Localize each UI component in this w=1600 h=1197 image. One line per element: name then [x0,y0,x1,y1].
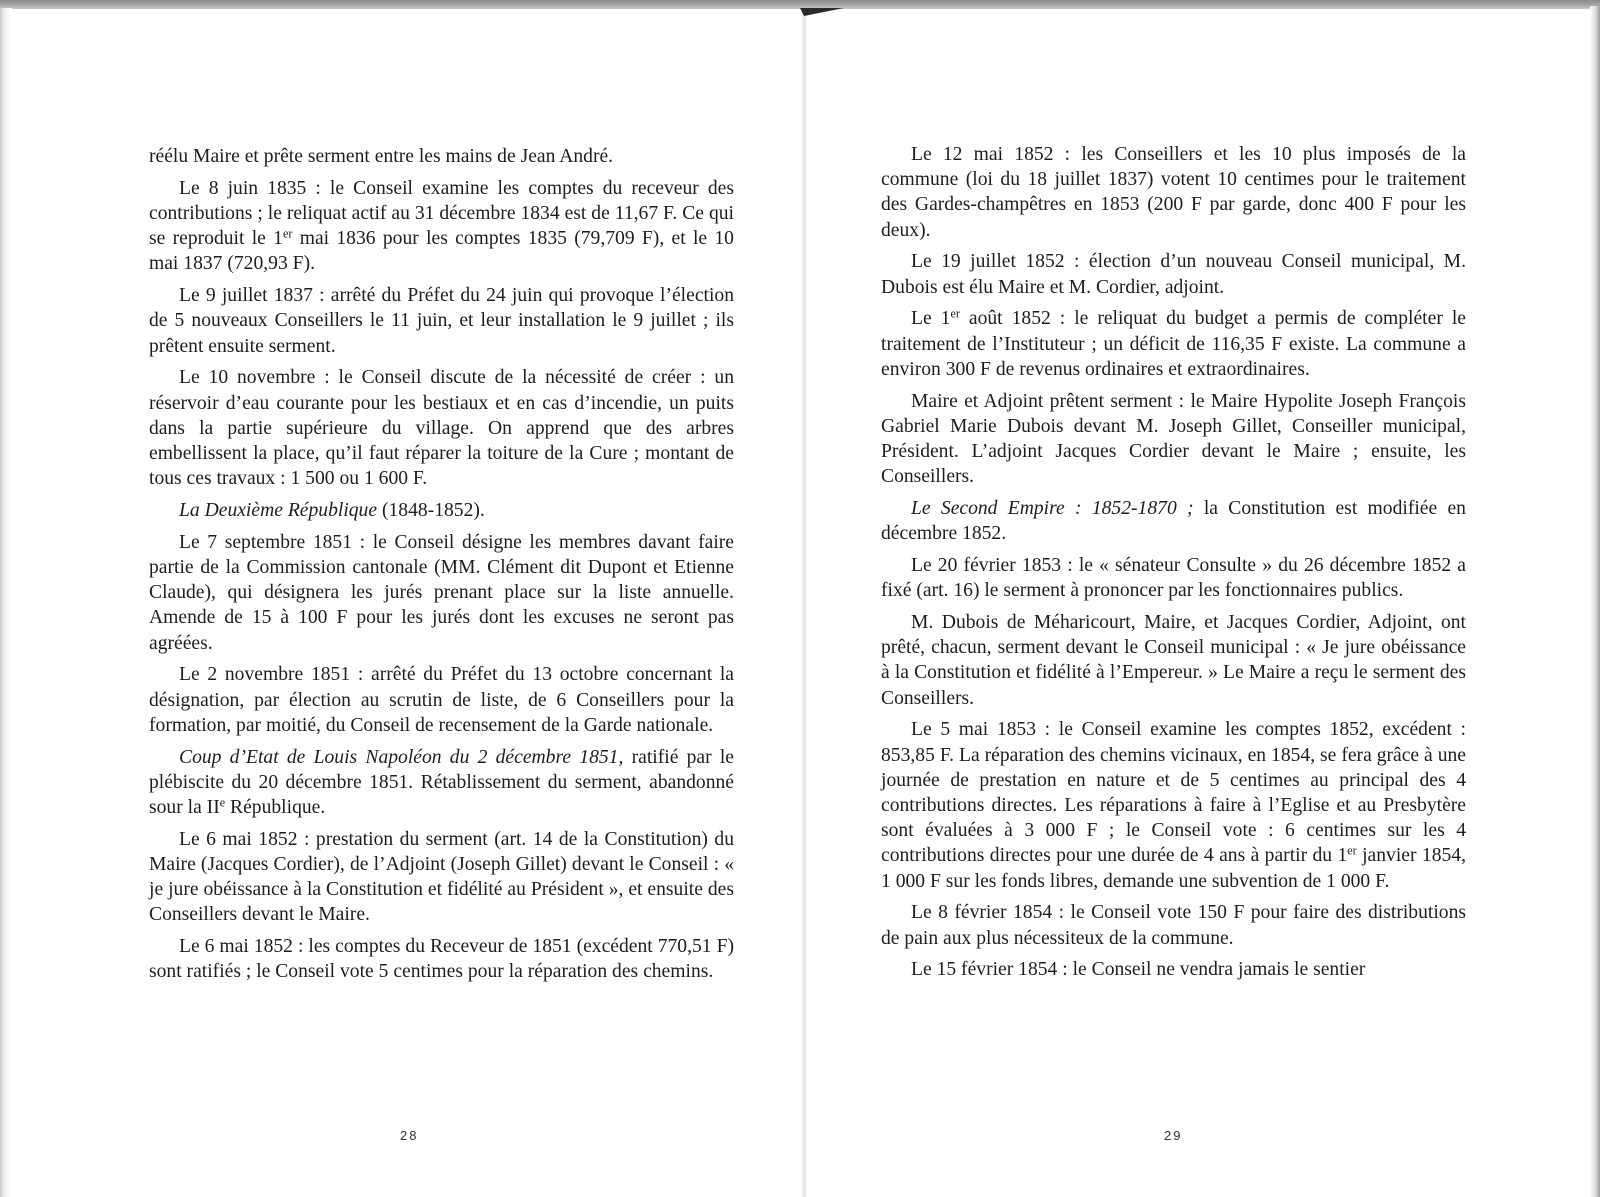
paragraph [881,249,1466,299]
text-run: Le 9 juillet 1837 : arrêté du Préfet du 24 juin qui provoque l’élection de 5 nouveaux Conseillers le 11 juin, et leur installation le 9 juillet ; ils prêtent ensuite serment. [149,285,734,357]
right-page [808,0,1600,1197]
paragraph [881,610,1466,711]
text-run: Le 2 novembre 1851 : arrêté du Préfet du 13 octobre concernant la désignation, par élection au scrutin de liste, de 6 Conseillers pour la formation, par moitié, du Conseil de recensement de la Garde nationale. [149,664,734,736]
paragraph [881,717,1466,893]
paragraph [881,553,1466,603]
text-run: ratifié par le plébiscite du 20 décembre 1851. Rétablissement du serment, abandonné sour la II [149,746,734,819]
right-page-number: 29 [1164,1128,1183,1143]
superscript: er [282,226,293,241]
paragraph [149,144,734,169]
paragraph [881,957,1466,982]
superscript: er [950,306,960,321]
paragraph [149,662,734,738]
paragraph [149,498,734,523]
text-run: Le 5 mai 1853 : le Conseil examine les comptes 1852, excédent : 853,85 F. La réparation des chemins vicinaux, en 1854, se fera grâce à une journée de prestation en nature et de 5 centimes au principal des 4 contributions directes. Les réparations à faire à l’Eglise et au Presbytère sont évaluées à 3 000 F ; le Conseil vote : 6 centimes sur les 4 contributions directes pour une durée de 4 ans à partir du 1 [881,719,1466,867]
text-run: réélu Maire et prête serment entre les mains de Jean André. [149,146,614,167]
superscript: er [1347,843,1357,858]
text-run: Le 6 mai 1852 : les comptes du Receveur de 1851 (excédent 770,51 F) sont ratifiés ; le Conseil vote 5 centimes pour la réparation des chemins. [149,936,734,983]
text-run: Le 19 juillet 1852 : élection d’un nouveau Conseil municipal, M. Dubois est élu Maire et M. Cordier, adjoint. [881,251,1466,298]
text-run: Le 8 juin 1835 : le Conseil examine les comptes du receveur des contributions ; le reliquat actif au 31 décembre 1834 est de 11,67 F. Ce qui se reproduit le 1 [149,177,734,250]
paragraph [149,934,734,984]
text-run: Le 20 février 1853 : le « sénateur Consulte » du 26 décembre 1852 a fixé (art. 16) le serment à prononcer par les fonctionnaires publics. [881,555,1466,602]
text-run: Le 15 février 1854 : le Conseil ne vendra jamais le sentier [911,959,1366,981]
paragraph [149,283,734,359]
paragraph [881,306,1466,382]
paragraph [881,900,1466,950]
text-run: mai 1836 pour les comptes 1835 (79,709 F), et le 10 mai 1837 (720,93 F). [149,228,734,275]
text-run: janvier 1854, 1 000 F sur les fonds libres, demande une subvention de 1 000 F. [881,845,1466,892]
superscript: e [219,795,226,810]
paragraph [881,142,1466,243]
text-run: Le 7 septembre 1851 : le Conseil désigne les membres davant faire partie de la Commission cantonale (MM. Clément dit Dupont et Etienne Claude), qui désignera les jurés prenant place sur la liste annuelle. Amende de 15 à 100 F pour les jurés dont les excuses ne seront pas agréées. [149,531,734,654]
text-run: Le 10 novembre : le Conseil discute de la nécessité de créer : un réservoir d’eau courante pour les bestiaux et en cas d’incendie, un puits dans la partie supérieure du village. On apprend que des arbres embellissent la place, qu’il faut réparer la toiture de la Cure ; montant de tous ces travaux : 1 500 ou 1 600 F. [149,367,734,490]
paragraph [149,745,734,821]
text-run: M. Dubois de Méharicourt, Maire, et Jacques Cordier, Adjoint, ont prêté, chacun, serment devant le Conseil municipal : « Je jure obéissance à la Constitution et fidélité à l’Empereur. » Le Maire a reçu le serment des Conseillers. [881,612,1466,709]
text-run: Maire et Adjoint prêtent serment : le Maire Hypolite Joseph François Gabriel Marie Dubois devant M. Joseph Gillet, Conseiller municipal, Président. L’adjoint Jacques Cordier devant le Maire ; ensuite, les Conseillers. [881,390,1466,488]
text-run: août 1852 : le reliquat du budget a permis de compléter le traitement de l’Instituteur ; un déficit de 116,35 F existe. La commune a environ 300 F de revenus ordinaires et extraordinaires. [881,308,1466,380]
right-page-text [881,142,1466,989]
paragraph [881,496,1466,546]
paragraph [149,827,734,928]
paragraph [149,176,734,277]
paragraph [149,365,734,491]
text-run: la Constitution est modifiée en décembre 1852. [881,498,1466,545]
italic-heading: Coup d’Etat de Louis Napoléon du 2 décembre 1851, [179,746,624,768]
text-run: Le 1 [911,308,951,330]
paragraph [881,389,1466,490]
italic-heading: Le Second Empire : 1852-1870 ; [911,498,1194,520]
left-page-number: 28 [400,1128,419,1143]
text-run: (1848-1852). [377,500,485,522]
left-page-text [149,144,734,991]
italic-heading: La Deuxième République [179,500,378,522]
text-run: Le 12 mai 1852 : les Conseillers et les 10 plus imposés de la commune (loi du 18 juillet 1837) votent 10 centimes pour le traitement des Gardes-champêtres en 1853 (200 F par garde, donc 400 F pour les deux). [881,144,1466,241]
text-run: Le 8 février 1854 : le Conseil vote 150 F pour faire des distributions de pain aux plus nécessiteux de la commune. [881,902,1466,949]
book-gutter [801,8,807,1197]
text-run: Le 6 mai 1852 : prestation du serment (art. 14 de la Constitution) du Maire (Jacques Cordier), de l’Adjoint (Joseph Gillet) devant le Conseil : « je jure obéissance à la Constitution et fidélité au Président », et ensuite des Conseillers devant le Maire. [149,828,734,926]
paragraph [149,530,734,656]
text-run: République. [225,797,326,819]
